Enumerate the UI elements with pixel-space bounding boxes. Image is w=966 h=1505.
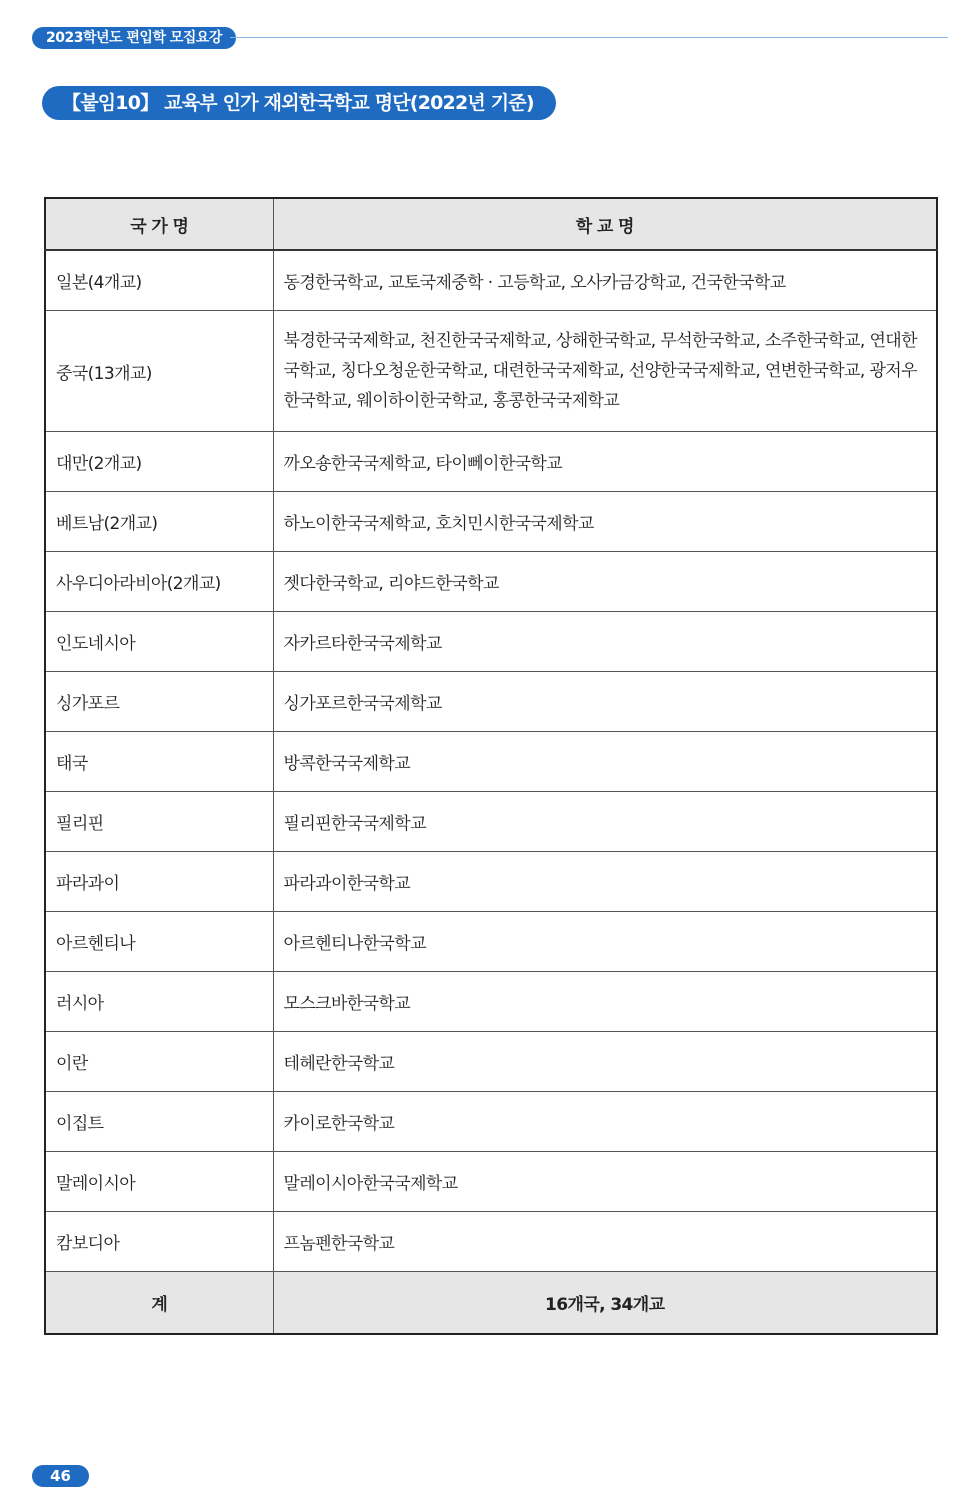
schools-cell: 카이로한국학교 (273, 1092, 937, 1152)
table-row (45, 912, 937, 972)
country-cell: 파라과이 (45, 852, 273, 912)
schools-cell: 젯다한국학교, 리야드한국학교 (273, 552, 937, 612)
schools-cell: 싱가포르한국국제학교 (273, 672, 937, 732)
country-cell: 이란 (45, 1032, 273, 1092)
table-row (45, 792, 937, 852)
table-row (45, 552, 937, 612)
appendix-title: 【붙임10】 교육부 인가 재외한국학교 명단(2022년 기준) (42, 86, 556, 120)
total-label: 계 (45, 1272, 273, 1335)
country-cell: 필리핀 (45, 792, 273, 852)
schools-cell: 테헤란한국학교 (273, 1032, 937, 1092)
schools-cell: 북경한국국제학교, 천진한국국제학교, 상해한국학교, 무석한국학교, 소주한국학교, 연대한국학교, 칭다오청운한국학교, 대련한국국제학교, 선양한국국제학교, 연변한국학교, 광저우한국학교, 웨이하이한국학교, 홍콩한국국제학교 (273, 311, 937, 432)
country-cell: 말레이시아 (45, 1152, 273, 1212)
country-cell: 러시아 (45, 972, 273, 1032)
country-cell: 베트남(2개교) (45, 492, 273, 552)
schools-cell: 필리핀한국국제학교 (273, 792, 937, 852)
table-row (45, 311, 937, 432)
table-row (45, 432, 937, 492)
table-row (45, 1152, 937, 1212)
table-header-row (45, 198, 937, 250)
country-cell: 싱가포르 (45, 672, 273, 732)
schools-cell: 말레이시아한국국제학교 (273, 1152, 937, 1212)
schools-cell: 프놈펜한국학교 (273, 1212, 937, 1272)
country-cell: 이집트 (45, 1092, 273, 1152)
table-row (45, 732, 937, 792)
country-column-header: 국 가 명 (45, 198, 273, 250)
total-value: 16개국, 34개교 (273, 1272, 937, 1335)
schools-cell: 파라과이한국학교 (273, 852, 937, 912)
document-header-badge: 2023학년도 편입학 모집요강 (32, 27, 236, 49)
header-divider (230, 37, 948, 38)
country-cell: 사우디아라비아(2개교) (45, 552, 273, 612)
country-cell: 일본(4개교) (45, 250, 273, 311)
country-cell: 캄보디아 (45, 1212, 273, 1272)
table-row (45, 1092, 937, 1152)
page-number: 46 (32, 1465, 89, 1487)
school-column-header: 학 교 명 (273, 198, 937, 250)
table-row (45, 1212, 937, 1272)
country-cell: 아르헨티나 (45, 912, 273, 972)
table-row (45, 250, 937, 311)
table-row (45, 612, 937, 672)
table-row (45, 1032, 937, 1092)
total-row (45, 1272, 937, 1335)
schools-cell: 모스크바한국학교 (273, 972, 937, 1032)
school-list-table (44, 197, 938, 1335)
schools-cell: 동경한국학교, 교토국제중학 · 고등학교, 오사카금강학교, 건국한국학교 (273, 250, 937, 311)
schools-cell: 방콕한국국제학교 (273, 732, 937, 792)
schools-cell: 까오숑한국국제학교, 타이뻬이한국학교 (273, 432, 937, 492)
schools-cell: 자카르타한국국제학교 (273, 612, 937, 672)
schools-cell: 아르헨티나한국학교 (273, 912, 937, 972)
table-row (45, 492, 937, 552)
table-row (45, 672, 937, 732)
country-cell: 대만(2개교) (45, 432, 273, 492)
table-row (45, 972, 937, 1032)
schools-cell: 하노이한국국제학교, 호치민시한국국제학교 (273, 492, 937, 552)
table-row (45, 852, 937, 912)
country-cell: 태국 (45, 732, 273, 792)
country-cell: 중국(13개교) (45, 311, 273, 432)
country-cell: 인도네시아 (45, 612, 273, 672)
